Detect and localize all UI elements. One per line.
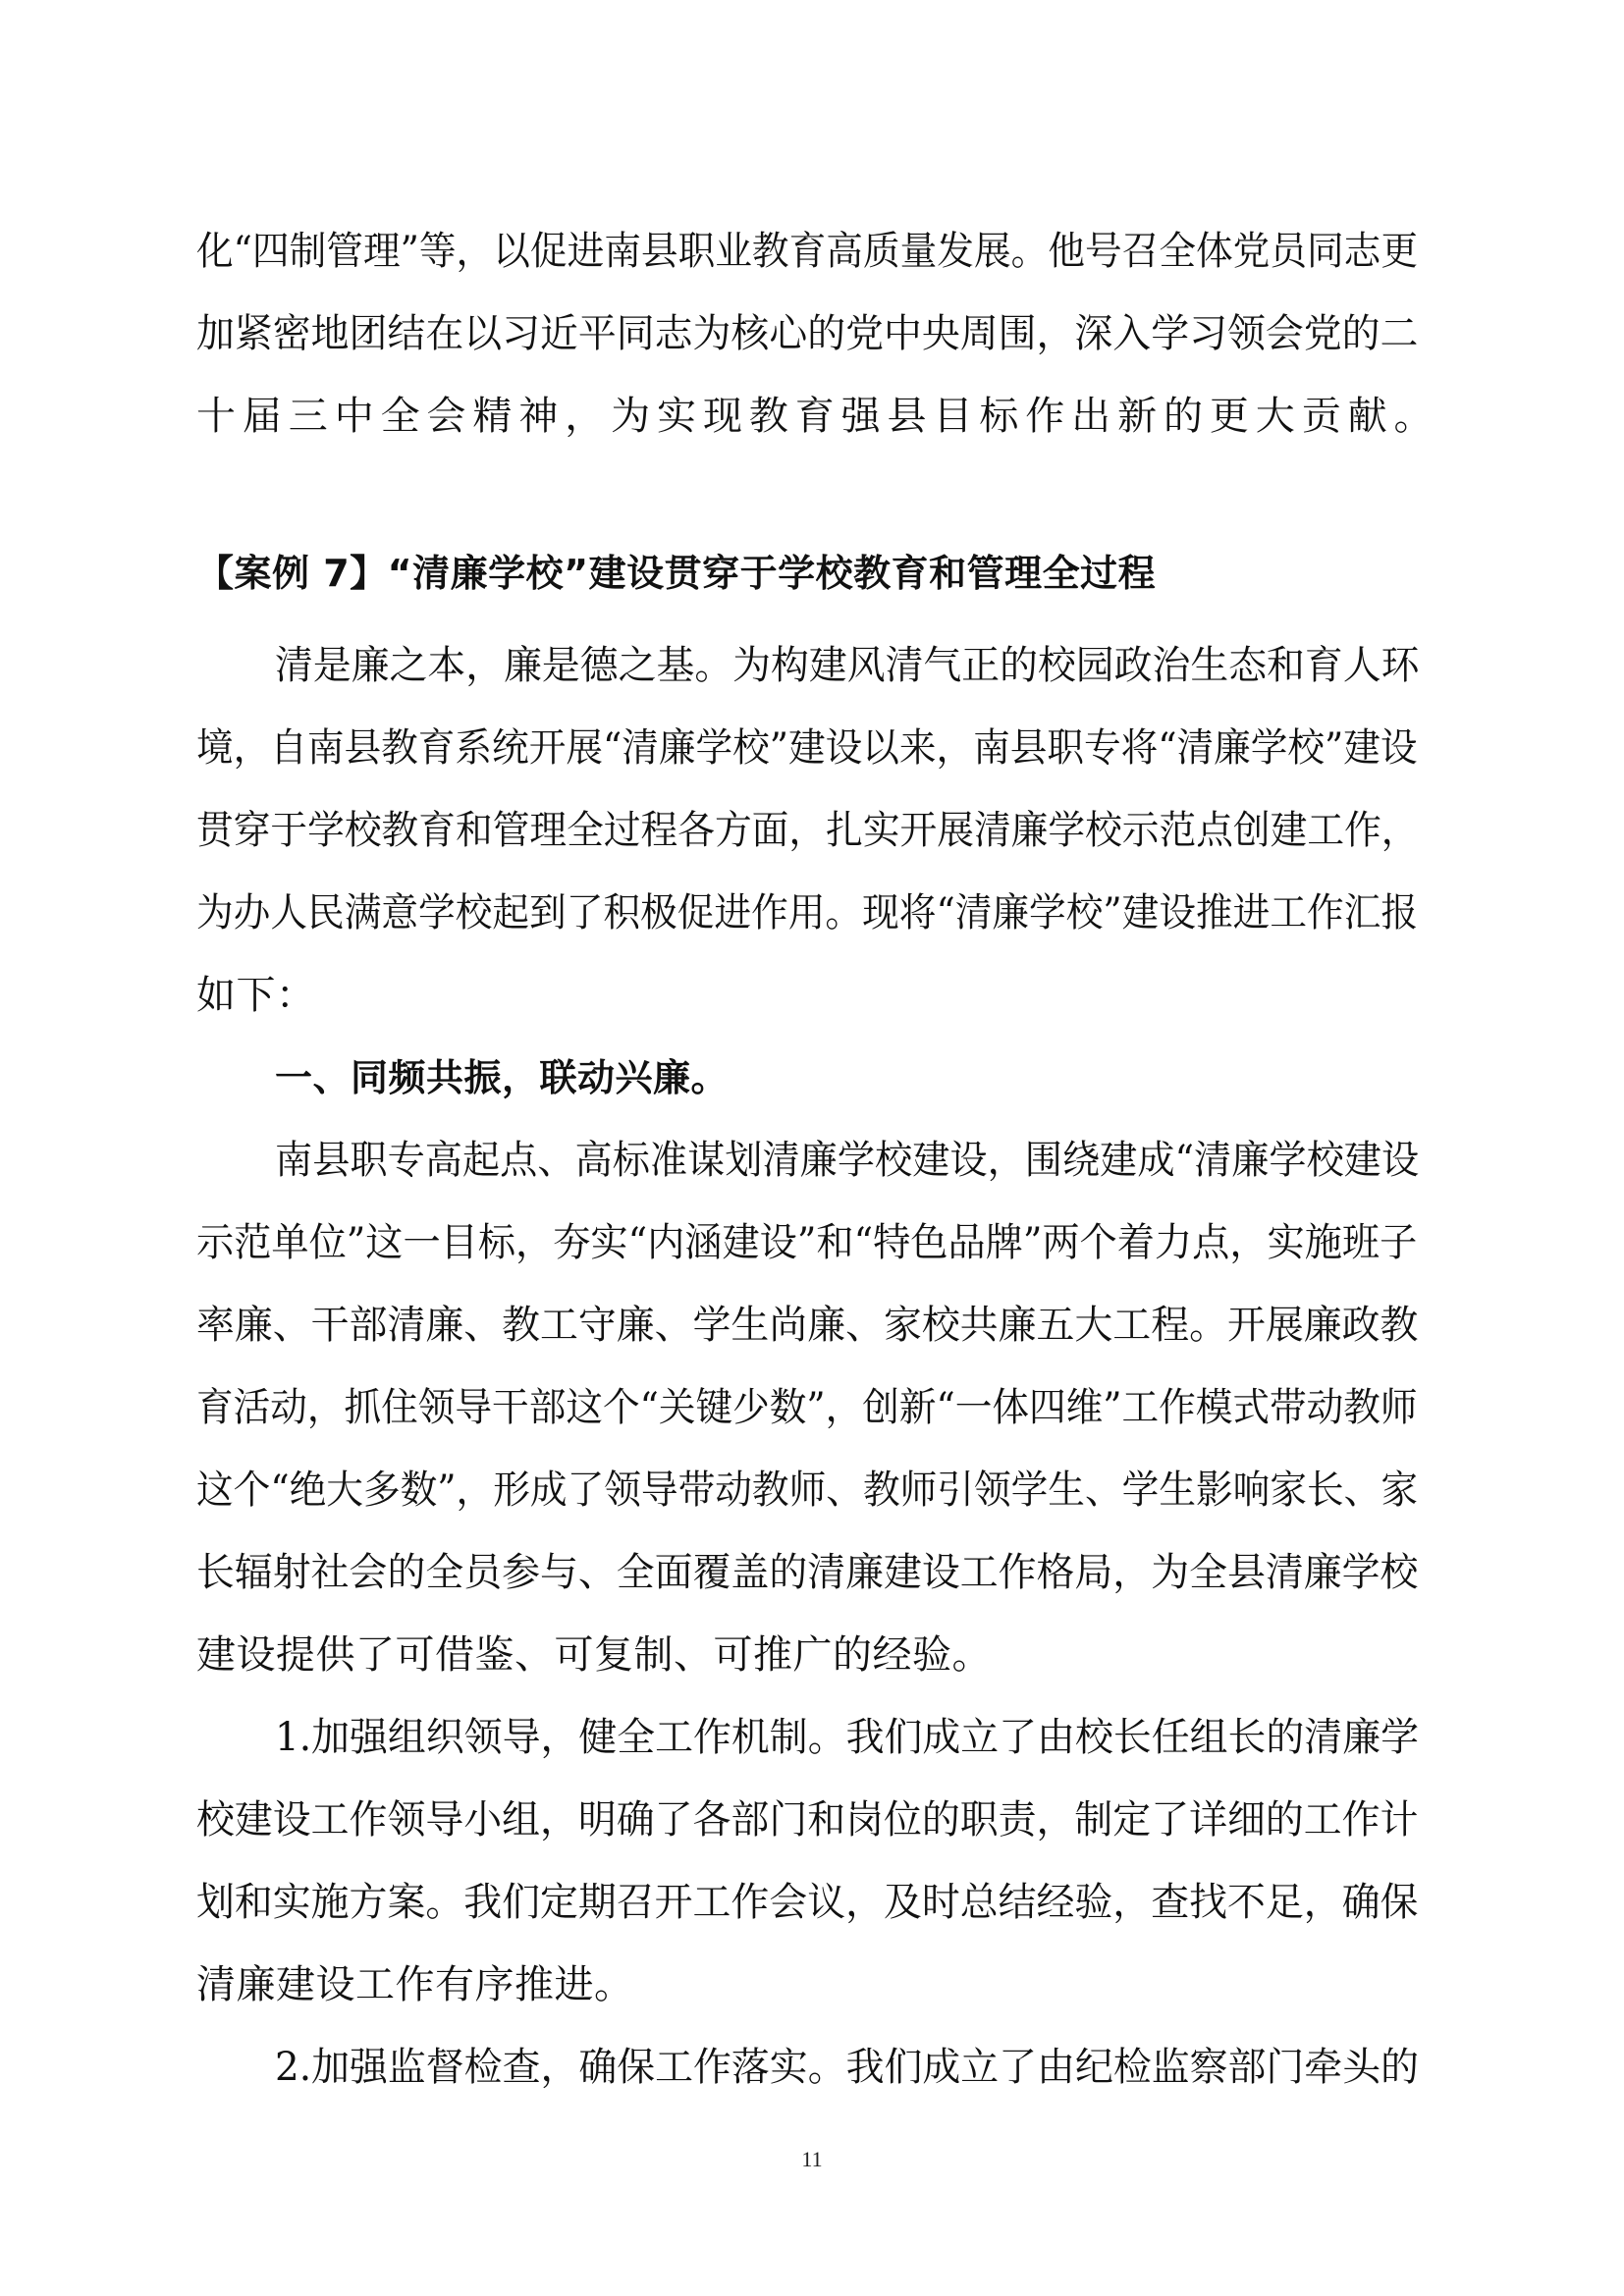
text-line: 建设提供了可借鉴、可复制、可推广的经验。 [196,1632,992,1678]
section-heading: 一、同频共振，联动兴廉。 [275,1056,730,1099]
text-line: 加紧密地团结在以习近平同志为核心的党中央周围，深入学习领会党的二 [196,311,1419,356]
text-line: 划和实施方案。我们定期召开工作会议，及时总结经验，查找不足，确保 [196,1880,1419,1925]
text-line: 为办人民满意学校起到了积极促进作用。现将“清廉学校”建设推进工作汇报 [196,890,1419,935]
text-line: 长辐射社会的全员参与、全面覆盖的清廉建设工作格局，为全县清廉学校 [196,1550,1419,1595]
text-line: 这个“绝大多数”，形成了领导带动教师、教师引领学生、学生影响家长、家 [196,1468,1419,1513]
text-line: 清廉建设工作有序推进。 [196,1962,634,2007]
text-line: 南县职专高起点、高标准谋划清廉学校建设，围绕建成“清廉学校建设 [275,1138,1420,1183]
case-heading: 【案例 7】“清廉学校”建设贯穿于学校教育和管理全过程 [196,552,1157,595]
text-line: 清是廉之本，廉是德之基。为构建风清气正的校园政治生态和育人环 [275,643,1420,688]
text-line: 如下： [196,973,316,1018]
text-line: 2.加强监督检查，确保工作落实。我们成立了由纪检监察部门牵头的 [275,2045,1419,2090]
text-line: 十届三中全会精神，为实现教育强县目标作出新的更大贡献。 [196,394,1440,439]
text-line: 育活动，抓住领导干部这个“关键少数”，创新“一体四维”工作模式带动教师 [196,1385,1418,1430]
text-line: 境，自南县教育系统开展“清廉学校”建设以来，南县职专将“清廉学校”建设 [196,725,1418,771]
text-line: 校建设工作领导小组，明确了各部门和岗位的职责，制定了详细的工作计 [196,1797,1419,1842]
text-line: 1.加强组织领导，健全工作机制。我们成立了由校长任组长的清廉学 [275,1715,1419,1760]
text-line: 示范单位”这一目标，夯实“内涵建设”和“特色品牌”两个着力点，实施班子 [196,1220,1418,1265]
text-line: 化“四制管理”等，以促进南县职业教育高质量发展。他号召全体党员同志更 [196,229,1419,274]
text-line: 贯穿于学校教育和管理全过程各方面，扎实开展清廉学校示范点创建工作， [196,808,1419,853]
text-line: 率廉、干部清廉、教工守廉、学生尚廉、家校共廉五大工程。开展廉政教 [196,1303,1419,1348]
page-number: 11 [801,2147,823,2171]
